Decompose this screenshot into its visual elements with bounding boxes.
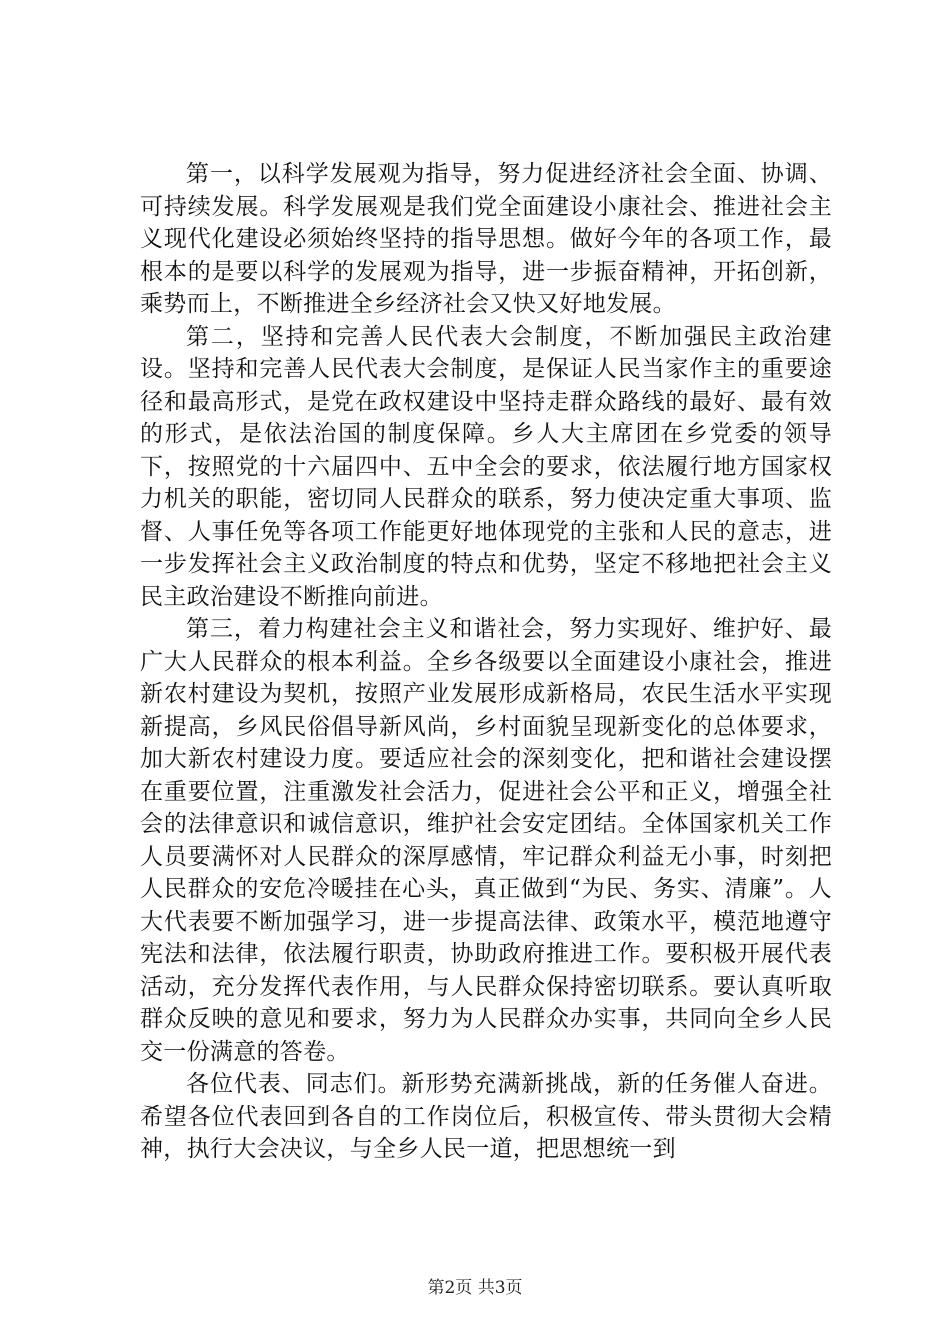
page-number-footer: 第2页 共3页 (427, 1278, 523, 1298)
paragraph-1: 第一，以科学发展观为指导，努力促进经济社会全面、协调、可持续发展。科学发展观是我们党全面建设小康社会、推进社会主义现代化建设必须始终坚持的指导思想。做好今年的各项工作，最根本的是要以科学的发展观为指导，进一步振奋精神，开拓创新，乘势而上，不断推进全乡经济社会又快又好地发展。 (140, 161, 832, 317)
document-body (140, 158, 832, 1166)
paragraph-3: 第三，着力构建社会主义和谐社会，努力实现好、维护好、最广大人民群众的根本利益。全乡各级要以全面建设小康社会，推进新农村建设为契机，按照产业发展形成新格局，农民生活水平实现新提高，乡风民俗倡导新风尚，乡村面貌呈现新变化的总体要求，加大新农村建设力度。要适应社会的深刻变化，把和谐社会建设摆在重要位置，注重激发社会活力，促进社会公平和正义，增强全社会的法律意识和诚信意识，维护社会安定团结。全体国家机关工作人员要满怀对人民群众的深厚感情，牢记群众利益无小事，时刻把人民群众的安危冷暖挂在心头，真正做到“为民、务实、清廉”。人大代表要不断加强学习，进一步提高法律、政策水平，模范地遵守宪法和法律，依法履行职责，协助政府推进工作。要积极开展代表活动，充分发挥代表作用，与人民群众保持密切联系。要认真听取群众反映的意见和要求，努力为人民群众办实事，共同向全乡人民交一份满意的答卷。 (140, 616, 832, 1065)
paragraph-2: 第二，坚持和完善人民代表大会制度，不断加强民主政治建设。坚持和完善人民代表大会制度，是保证人民当家作主的重要途径和最高形式，是党在政权建设中坚持走群众路线的最好、最有效的形式，是依法治国的制度保障。乡人大主席团在乡党委的领导下，按照党的十六届四中、五中全会的要求，依法履行地方国家权力机关的职能，密切同人民群众的联系，努力使决定重大事项、监督、人事任免等各项工作能更好地体现党的主张和人民的意志，进一步发挥社会主义政治制度的特点和优势，坚定不移地把社会主义民主政治建设不断推向前进。 (140, 323, 832, 610)
paragraph-4: 各位代表、同志们。新形势充满新挑战，新的任务催人奋进。希望各位代表回到各自的工作岗位后，积极宣传、带头贯彻大会精神，执行大会决议，与全乡人民一道，把思想统一到 (140, 1071, 832, 1162)
